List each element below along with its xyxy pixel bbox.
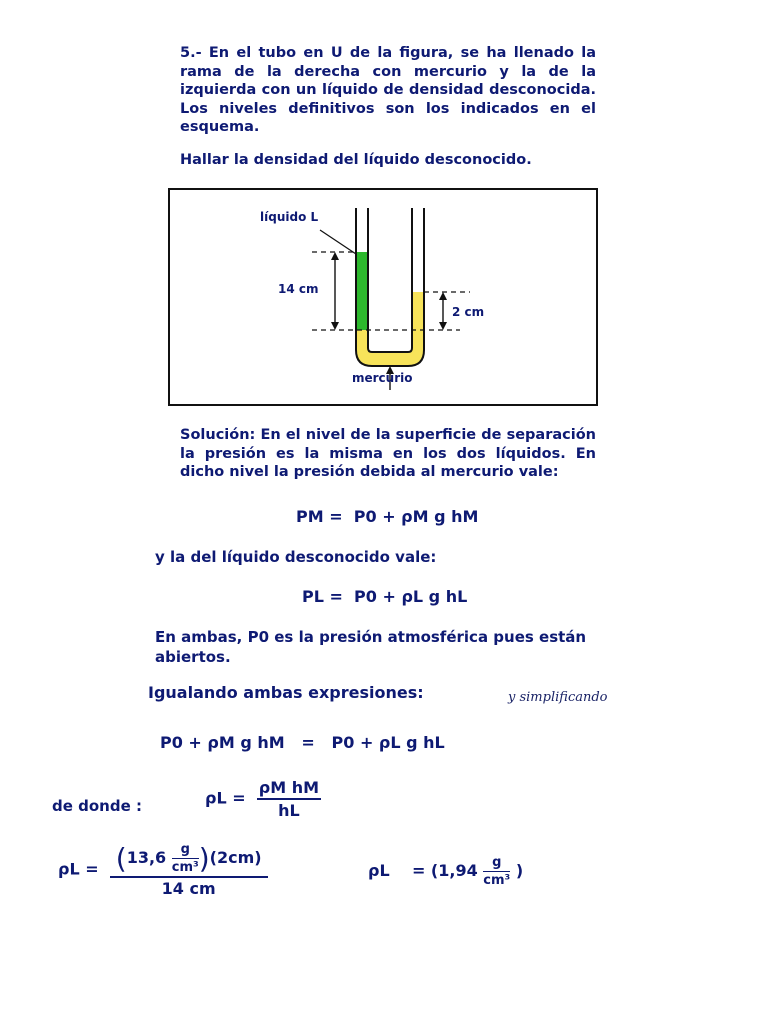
equation-result [368, 855, 523, 888]
eq2-rhs: P0 + ρL g hL [354, 587, 468, 606]
equation-substitution [58, 842, 268, 898]
eq6-rhs-open: = (1,94 [411, 861, 478, 880]
text-equalizing: Igualando ambas expresiones: [148, 683, 424, 702]
eq1-rhs: P0 + ρM g hM [353, 507, 479, 526]
eq6-lhs: ρL [368, 861, 390, 880]
equation-mercury [296, 507, 478, 526]
eq6-unit [483, 855, 510, 888]
eq5-denominator: 14 cm [161, 879, 216, 898]
eq5-value: 13,6 [126, 848, 167, 867]
text-unknown-liquid: y la del líquido desconocido vale: [155, 548, 437, 566]
dim-2-arrow-down [439, 322, 447, 330]
problem-question: Hallar la densidad del líquido desconocido. [180, 152, 532, 168]
eq5-unit-den: cm³ [171, 860, 199, 875]
label-14cm: 14 cm [278, 282, 319, 296]
label-2cm: 2 cm [452, 305, 485, 319]
label-mercury: mercurio [352, 371, 413, 385]
dim-14-arrow-down [331, 322, 339, 330]
u-tube-figure [168, 188, 598, 406]
eq5-factor: (2cm) [209, 848, 262, 867]
eq5-fraction [110, 842, 268, 898]
eq5-unit-num: g [172, 842, 199, 859]
eq5-unit [172, 842, 199, 875]
eq1-lhs: PM = [296, 507, 343, 526]
dim-2-arrow-up [439, 292, 447, 300]
eq4-numerator: ρM hM [257, 778, 321, 800]
eq6-unit-num: g [483, 855, 510, 872]
eq6-unit-den: cm³ [483, 873, 511, 888]
eq6-close: ) [515, 861, 524, 880]
equation-density-formula [205, 778, 321, 820]
eq5-lhs: ρL = [58, 859, 99, 879]
handwritten-note: y simplificando [508, 690, 608, 705]
eq5-numerator: (13,6 $\frac{g}{\text{cm³}}$ )(2cm) [110, 842, 268, 878]
eq4-denominator: hL [278, 801, 300, 820]
liquid-pointer [320, 230, 356, 254]
solution-intro: Solución: En el nivel de la superficie de separación la presión es la misma en los dos líquidos. En dicho nivel la presión debida al mercurio vale: [180, 427, 596, 481]
equation-equality: P0 + ρM g hM = P0 + ρL g hL [160, 733, 445, 752]
liquid-column [356, 252, 368, 330]
text-both-open: En ambas, P0 es la presión atmosférica pues están abiertos. [155, 628, 587, 666]
eq4-fraction [257, 778, 321, 820]
problem-statement: 5.- En el tubo en U de la figura, se ha llenado la rama de la derecha con mercurio y la de la izquierda con un líquido de densidad desconocida. Los niveles definitivos son los indicados en el esquema. [180, 45, 596, 136]
text-de-donde: de donde : [52, 797, 142, 815]
eq4-lhs: ρL = [205, 788, 246, 808]
eq2-lhs: PL = [302, 587, 343, 606]
dim-14-arrow-up [331, 252, 339, 260]
equation-liquid [302, 587, 467, 606]
label-liquid: líquido L [260, 210, 319, 224]
